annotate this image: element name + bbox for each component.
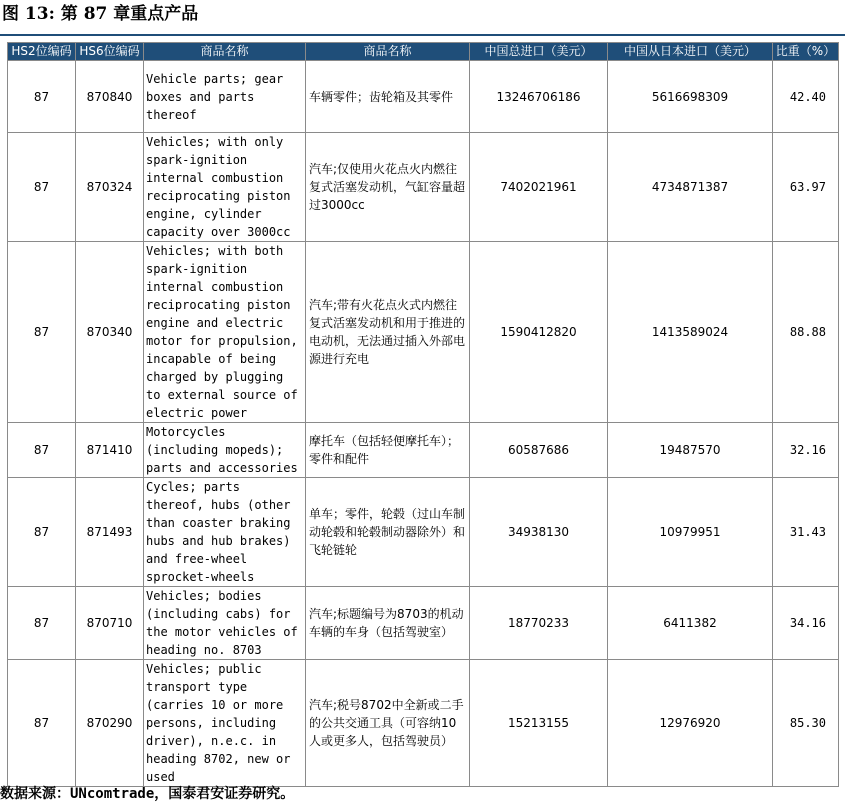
cell-hs6: 870340 [76, 242, 144, 423]
cell-name-cn: 汽车;标题编号为8703的机动车辆的车身（包括驾驶室） [306, 587, 470, 660]
cell-name-cn: 汽车;税号8702中全新或二手的公共交通工具（可容纳10人或更多人，包括驾驶员） [306, 660, 470, 787]
cell-from-japan: 19487570 [608, 423, 773, 478]
cell-name-en: Vehicles; bodies (including cabs) for the motor vehicles of heading no. 8703 [144, 587, 306, 660]
header-hs6: HS6位编码 [76, 43, 144, 61]
cell-china-import: 18770233 [470, 587, 608, 660]
header-china-import: 中国总进口（美元） [470, 43, 608, 61]
cell-hs2: 87 [8, 478, 76, 587]
cell-from-japan: 10979951 [608, 478, 773, 587]
cell-name-cn: 单车；零件，轮毂（过山车制动轮毂和轮毂制动器除外）和飞轮链轮 [306, 478, 470, 587]
header-from-japan: 中国从日本进口（美元） [608, 43, 773, 61]
data-source-note: 数据来源：UNcomtrade，国泰君安证券研究。 [0, 786, 295, 802]
cell-from-japan: 4734871387 [608, 133, 773, 242]
table-row [8, 587, 839, 660]
cell-share: 32.16 [773, 423, 839, 478]
cell-hs2: 87 [8, 61, 76, 133]
title-rule [0, 34, 845, 36]
cell-share: 34.16 [773, 587, 839, 660]
cell-name-en: Motorcycles (including mopeds); parts and accessories [144, 423, 306, 478]
table-row [8, 478, 839, 587]
cell-name-cn: 汽车;仅使用火花点火内燃往复式活塞发动机，气缸容量超过3000cc [306, 133, 470, 242]
cell-hs6: 870840 [76, 61, 144, 133]
cell-china-import: 15213155 [470, 660, 608, 787]
cell-hs2: 87 [8, 660, 76, 787]
cell-hs2: 87 [8, 133, 76, 242]
cell-share: 31.43 [773, 478, 839, 587]
cell-name-en: Vehicles; with only spark-ignition internal combustion reciprocating piston engine, cylinder capacity over 3000cc [144, 133, 306, 242]
cell-china-import: 13246706186 [470, 61, 608, 133]
cell-name-cn: 车辆零件；齿轮箱及其零件 [306, 61, 470, 133]
cell-from-japan: 1413589024 [608, 242, 773, 423]
cell-hs6: 870290 [76, 660, 144, 787]
header-share: 比重（%） [773, 43, 839, 61]
cell-name-en: Cycles; parts thereof, hubs (other than coaster braking hubs and hub brakes) and free-wheel sprocket-wheels [144, 478, 306, 587]
cell-name-cn: 摩托车（包括轻便摩托车）；零件和配件 [306, 423, 470, 478]
cell-hs6: 871493 [76, 478, 144, 587]
cell-name-cn: 汽车;带有火花点火式内燃往复式活塞发动机和用于推进的电动机，无法通过插入外部电源进行充电 [306, 242, 470, 423]
cell-name-en: Vehicles; with both spark-ignition internal combustion reciprocating piston engine and electric motor for propulsion, incapable of being charged by plugging to external source of electric power [144, 242, 306, 423]
cell-china-import: 34938130 [470, 478, 608, 587]
table-row [8, 660, 839, 787]
cell-share: 85.30 [773, 660, 839, 787]
cell-share: 63.97 [773, 133, 839, 242]
cell-hs6: 870710 [76, 587, 144, 660]
table-row [8, 61, 839, 133]
cell-hs2: 87 [8, 242, 76, 423]
cell-share: 88.88 [773, 242, 839, 423]
cell-share: 42.40 [773, 61, 839, 133]
cell-hs6: 871410 [76, 423, 144, 478]
cell-from-japan: 12976920 [608, 660, 773, 787]
cell-hs2: 87 [8, 423, 76, 478]
header-name-en: 商品名称 [144, 43, 306, 61]
table-row [8, 133, 839, 242]
cell-china-import: 60587686 [470, 423, 608, 478]
cell-hs2: 87 [8, 587, 76, 660]
cell-from-japan: 5616698309 [608, 61, 773, 133]
table-row [8, 423, 839, 478]
table-row [8, 242, 839, 423]
header-name-cn: 商品名称 [306, 43, 470, 61]
cell-from-japan: 6411382 [608, 587, 773, 660]
figure-title: 图 13: 第 87 章重点产品 [2, 4, 199, 24]
header-row [8, 43, 839, 61]
products-table [7, 42, 839, 787]
cell-name-en: Vehicle parts; gear boxes and parts thereof [144, 61, 306, 133]
header-hs2: HS2位编码 [8, 43, 76, 61]
cell-china-import: 7402021961 [470, 133, 608, 242]
cell-name-en: Vehicles; public transport type (carries 10 or more persons, including driver), n.e.c. in heading 8702, new or used [144, 660, 306, 787]
cell-hs6: 870324 [76, 133, 144, 242]
cell-china-import: 1590412820 [470, 242, 608, 423]
